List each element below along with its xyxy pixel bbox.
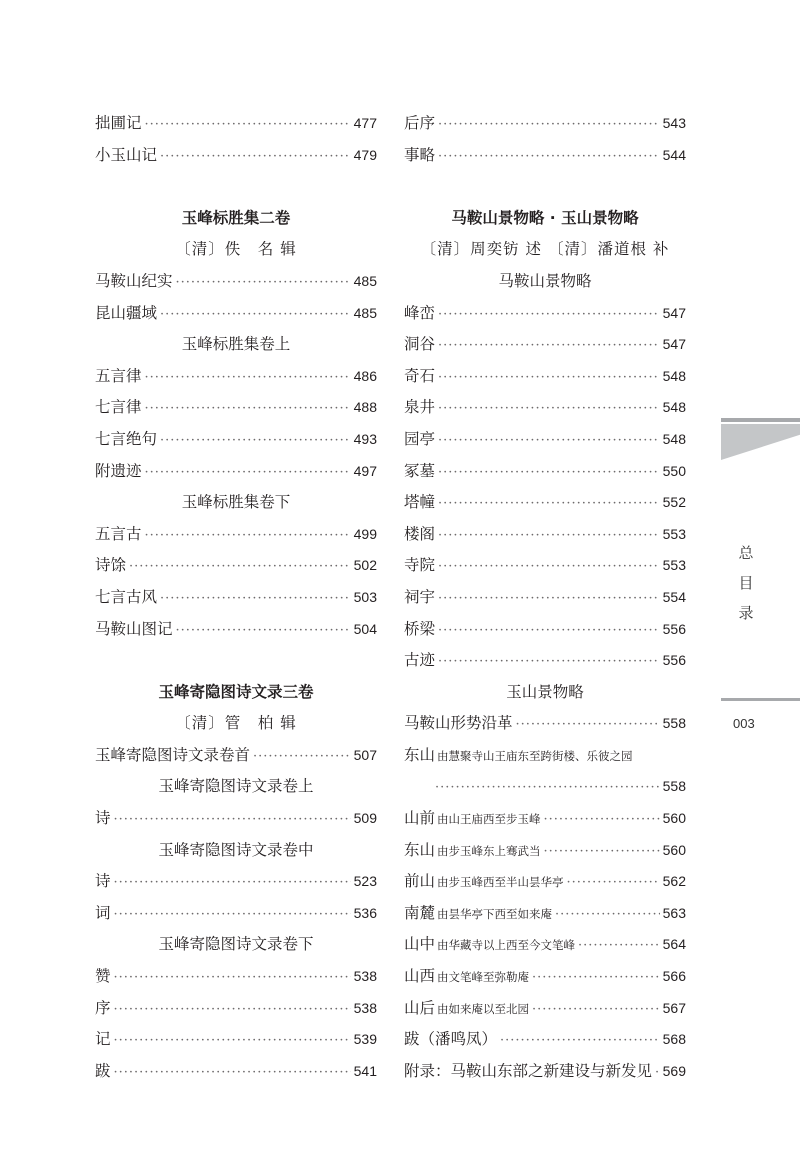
entry-title: 词 <box>95 903 111 922</box>
side-title-char: 目 <box>738 574 754 592</box>
toc-entry[interactable] <box>404 329 686 361</box>
entry-title: 事略 <box>404 145 436 164</box>
dot-leader <box>578 930 660 962</box>
entry-page: 536 <box>353 904 377 921</box>
entry-title: 奇石 <box>404 366 436 385</box>
entry-note: 由文笔峰至弥勒庵 <box>437 970 530 985</box>
entry-title: 前山 <box>404 872 436 891</box>
toc-entry[interactable] <box>404 803 686 835</box>
subsection-title: 玉峰标胜集卷下 <box>181 493 291 512</box>
entry-title: 诗 <box>95 872 111 891</box>
side-tab-wedge <box>721 424 800 460</box>
entry-page: 493 <box>353 430 377 447</box>
entry-title: 五言古 <box>95 524 142 543</box>
entry-page: 553 <box>662 525 686 542</box>
entry-note: 由慧聚寺山王庙东至跨街楼、乐彼之园 <box>437 748 633 763</box>
subsection-title: 玉峰标胜集卷上 <box>181 335 291 354</box>
entry-title: 马鞍山形势沿革 <box>404 714 513 733</box>
entry-page: 539 <box>353 1031 377 1048</box>
entry-page: 552 <box>662 494 686 511</box>
toc-entry[interactable] <box>404 298 686 330</box>
toc-entry[interactable] <box>95 140 377 172</box>
dot-leader <box>145 362 351 394</box>
entry-page: 547 <box>662 304 686 321</box>
entry-title-wrap <box>404 993 529 1026</box>
section-editor: 〔清〕周奕钫 述 〔清〕潘道根 补 <box>420 240 670 259</box>
entry-title: 附录：马鞍山东部之新建设与新发见 <box>404 1061 653 1080</box>
dot-leader <box>532 994 660 1026</box>
toc-entry[interactable] <box>404 424 686 456</box>
toc-entry[interactable] <box>95 898 377 930</box>
entry-page: 543 <box>662 115 686 131</box>
entry-page: 553 <box>662 557 686 574</box>
entry-title: 七言绝句 <box>95 429 158 448</box>
entry-title: 五言律 <box>95 366 142 385</box>
entry-title: 跋（潘鸣凤） <box>404 1030 498 1049</box>
entry-page: 564 <box>662 936 686 953</box>
entry-title: 南麓 <box>404 903 436 922</box>
toc-entry[interactable] <box>404 961 686 993</box>
dot-leader <box>438 551 660 583</box>
entry-page: 538 <box>353 999 377 1016</box>
entry-page: 569 <box>662 1062 686 1079</box>
entry-title: 玉峰寄隐图诗文录卷首 <box>95 745 251 764</box>
entry-title-wrap <box>404 835 541 868</box>
entry-page: 548 <box>662 367 686 384</box>
entry-page: 544 <box>662 146 686 163</box>
entry-title-wrap <box>404 866 564 899</box>
entry-page: 485 <box>353 272 377 289</box>
entry-page: 486 <box>353 367 377 384</box>
entry-note: 由华藏寺以上西至今文笔峰 <box>437 938 576 953</box>
dot-leader <box>160 425 351 457</box>
toc-entry[interactable] <box>95 361 377 393</box>
entry-title: 拙圃记 <box>95 114 142 132</box>
dot-leader <box>544 804 660 836</box>
dot-leader <box>516 709 660 741</box>
entry-title: 记 <box>95 1030 111 1049</box>
dot-leader <box>114 899 351 931</box>
toc-entry[interactable] <box>404 929 686 961</box>
dot-leader <box>114 804 351 836</box>
section-editor: 〔清〕佚 名 辑 <box>175 240 297 259</box>
entry-title: 赞 <box>95 967 111 986</box>
entry-title: 跋 <box>95 1061 111 1080</box>
dot-leader <box>438 425 660 457</box>
dot-leader <box>145 109 351 141</box>
entry-page: 548 <box>662 399 686 416</box>
entry-page: 497 <box>353 462 377 479</box>
entry-title-wrap <box>404 929 575 962</box>
section-title: 马鞍山景物略 · 玉山景物略 <box>451 208 639 227</box>
section-title: 玉峰寄隐图诗文录三卷 <box>158 682 314 701</box>
dot-leader <box>129 551 351 583</box>
toc-entry[interactable] <box>404 361 686 393</box>
dot-leader <box>114 1057 351 1089</box>
entry-page: 554 <box>662 588 686 605</box>
entry-page: 523 <box>353 873 377 890</box>
toc-entry[interactable] <box>404 550 686 582</box>
toc-entry[interactable] <box>95 740 377 772</box>
dot-leader <box>438 457 660 489</box>
dot-leader <box>438 488 660 520</box>
entry-title: 序 <box>95 998 111 1017</box>
dot-leader <box>438 615 660 647</box>
entry-title-wrap <box>404 961 529 994</box>
toc-entry[interactable] <box>404 108 686 140</box>
entry-title: 山中 <box>404 935 436 954</box>
toc-entry[interactable] <box>95 614 377 646</box>
entry-page: 499 <box>353 525 377 542</box>
entry-title: 马鞍山图记 <box>95 619 173 638</box>
toc-entry[interactable] <box>404 519 686 551</box>
section-editor: 〔清〕管 柏 辑 <box>175 714 297 733</box>
entry-page: 558 <box>662 715 686 732</box>
toc-entry[interactable] <box>404 645 686 677</box>
dot-leader <box>176 615 351 647</box>
dot-leader <box>655 1057 660 1089</box>
dot-leader <box>435 772 660 804</box>
side-title-char: 录 <box>738 604 754 622</box>
toc-entry[interactable] <box>404 835 686 867</box>
dot-leader <box>145 393 351 425</box>
toc-entry[interactable] <box>404 866 686 898</box>
entry-page: 503 <box>353 588 377 605</box>
entry-note: 由如来庵以至北园 <box>437 1001 530 1016</box>
dot-leader <box>114 867 351 899</box>
entry-page: 566 <box>662 968 686 985</box>
side-tab-bar-bottom <box>721 698 800 701</box>
dot-leader <box>438 583 660 615</box>
entry-title: 楼阁 <box>404 524 436 543</box>
toc-entry[interactable] <box>404 614 686 646</box>
dot-leader <box>114 962 351 994</box>
entry-page: 502 <box>353 557 377 574</box>
subsection-title: 玉峰寄隐图诗文录卷中 <box>158 840 314 859</box>
toc-entry[interactable] <box>404 898 686 930</box>
dot-leader <box>438 299 660 331</box>
toc-entry[interactable] <box>95 456 377 488</box>
dot-leader <box>160 583 351 615</box>
entry-page: 548 <box>662 430 686 447</box>
entry-page: 560 <box>662 841 686 858</box>
entry-page: 479 <box>353 146 377 163</box>
entry-note: 由步玉峰西至半山昙华亭 <box>437 875 564 890</box>
entry-title: 诗馀 <box>95 556 127 575</box>
entry-title: 古迹 <box>404 651 436 670</box>
dot-leader <box>438 362 660 394</box>
entry-page: 556 <box>662 620 686 637</box>
entry-title: 峰峦 <box>404 303 436 322</box>
toc-entry[interactable] <box>95 866 377 898</box>
entry-page: 504 <box>353 620 377 637</box>
entry-page: 485 <box>353 304 377 321</box>
entry-title: 昆山疆域 <box>95 303 158 322</box>
page-number: 003 <box>733 716 755 731</box>
toc-entry[interactable] <box>95 424 377 456</box>
side-tab-title <box>736 538 756 628</box>
entry-title: 祠宇 <box>404 587 436 606</box>
entry-title: 冢墓 <box>404 461 436 480</box>
entry-title: 寺院 <box>404 556 436 575</box>
dot-leader <box>438 109 660 141</box>
side-title-char: 总 <box>738 544 754 562</box>
entry-title-wrap <box>404 740 633 773</box>
toc-entry[interactable] <box>404 140 686 172</box>
entry-page: 541 <box>353 1062 377 1079</box>
entry-title-wrap <box>404 803 541 836</box>
entry-title: 山前 <box>404 809 436 828</box>
entry-title: 山西 <box>404 967 436 986</box>
toc-entry[interactable] <box>404 582 686 614</box>
entry-title: 小玉山记 <box>95 145 158 164</box>
entry-page: 568 <box>662 1031 686 1048</box>
entry-note: 由步玉峰东上骞武当 <box>437 843 541 858</box>
entry-page: 547 <box>662 336 686 353</box>
toc-entry[interactable] <box>404 993 686 1025</box>
toc-entry[interactable] <box>404 708 686 740</box>
dot-leader <box>160 141 351 173</box>
entry-title: 山后 <box>404 998 436 1017</box>
dot-leader <box>567 867 660 899</box>
entry-title: 后序 <box>404 114 436 132</box>
entry-title: 东山 <box>404 745 436 764</box>
dot-leader <box>114 1025 351 1057</box>
entry-title: 东山 <box>404 840 436 859</box>
entry-title: 七言古风 <box>95 587 158 606</box>
entry-title: 泉井 <box>404 398 436 417</box>
toc-left-column <box>95 108 377 1087</box>
dot-leader <box>253 741 351 773</box>
entry-page: 477 <box>353 115 377 131</box>
toc-entry[interactable] <box>95 298 377 330</box>
entry-title: 七言律 <box>95 398 142 417</box>
dot-leader <box>500 1025 660 1057</box>
toc-entry[interactable] <box>95 108 377 140</box>
entry-title: 园亭 <box>404 429 436 448</box>
dot-leader <box>114 994 351 1026</box>
dot-leader <box>438 141 660 173</box>
dot-leader <box>438 520 660 552</box>
subsection-title: 玉峰寄隐图诗文录卷下 <box>158 935 314 954</box>
entry-title: 桥梁 <box>404 619 436 638</box>
side-tab-bar-top <box>721 418 800 422</box>
toc-entry[interactable] <box>404 1024 686 1056</box>
dot-leader <box>145 520 351 552</box>
entry-page: 556 <box>662 652 686 669</box>
toc-entry[interactable] <box>404 456 686 488</box>
entry-title: 洞谷 <box>404 335 436 354</box>
dot-leader <box>544 836 660 868</box>
toc-entry[interactable] <box>95 519 377 551</box>
entry-title-wrap <box>404 898 552 931</box>
entry-note: 由山王庙西至步玉峰 <box>437 812 541 827</box>
dot-leader <box>532 962 660 994</box>
toc-entry[interactable] <box>95 266 377 298</box>
section-title: 玉峰标胜集二卷 <box>181 208 291 227</box>
dot-leader <box>438 646 660 678</box>
dot-leader <box>160 299 351 331</box>
entry-page: 550 <box>662 462 686 479</box>
dot-leader <box>438 330 660 362</box>
toc-entry[interactable] <box>95 961 377 993</box>
dot-leader <box>555 899 660 931</box>
entry-note: 由昙华亭下西至如来庵 <box>437 906 553 921</box>
entry-title: 塔幢 <box>404 493 436 512</box>
entry-page: 563 <box>662 904 686 921</box>
toc-entry[interactable] <box>404 487 686 519</box>
subsection-title: 玉山景物略 <box>506 682 584 701</box>
subsection-title: 马鞍山景物略 <box>498 271 592 290</box>
toc-entry[interactable] <box>95 582 377 614</box>
toc-entry[interactable] <box>95 1024 377 1056</box>
entry-page: 507 <box>353 746 377 763</box>
entry-page: 488 <box>353 399 377 416</box>
entry-page: 509 <box>353 810 377 827</box>
toc-entry[interactable] <box>95 550 377 582</box>
entry-page: 567 <box>662 999 686 1016</box>
toc-entry[interactable] <box>95 803 377 835</box>
toc-entry[interactable] <box>95 993 377 1025</box>
entry-page: 562 <box>662 873 686 890</box>
entry-page: 560 <box>662 810 686 827</box>
toc-entry[interactable] <box>95 392 377 424</box>
dot-leader <box>145 457 351 489</box>
toc-entry-multiline[interactable] <box>404 740 686 803</box>
toc-entry[interactable] <box>404 1056 686 1088</box>
entry-title: 附遗迹 <box>95 461 142 480</box>
entry-page: 538 <box>353 968 377 985</box>
entry-title: 马鞍山纪实 <box>95 271 173 290</box>
toc-entry[interactable] <box>95 1056 377 1088</box>
toc-entry[interactable] <box>404 392 686 424</box>
entry-title: 诗 <box>95 809 111 828</box>
entry-page: 558 <box>662 778 686 795</box>
toc-right-column <box>404 108 686 1087</box>
subsection-title: 玉峰寄隐图诗文录卷上 <box>158 777 314 796</box>
dot-leader <box>438 393 660 425</box>
dot-leader <box>176 267 351 299</box>
